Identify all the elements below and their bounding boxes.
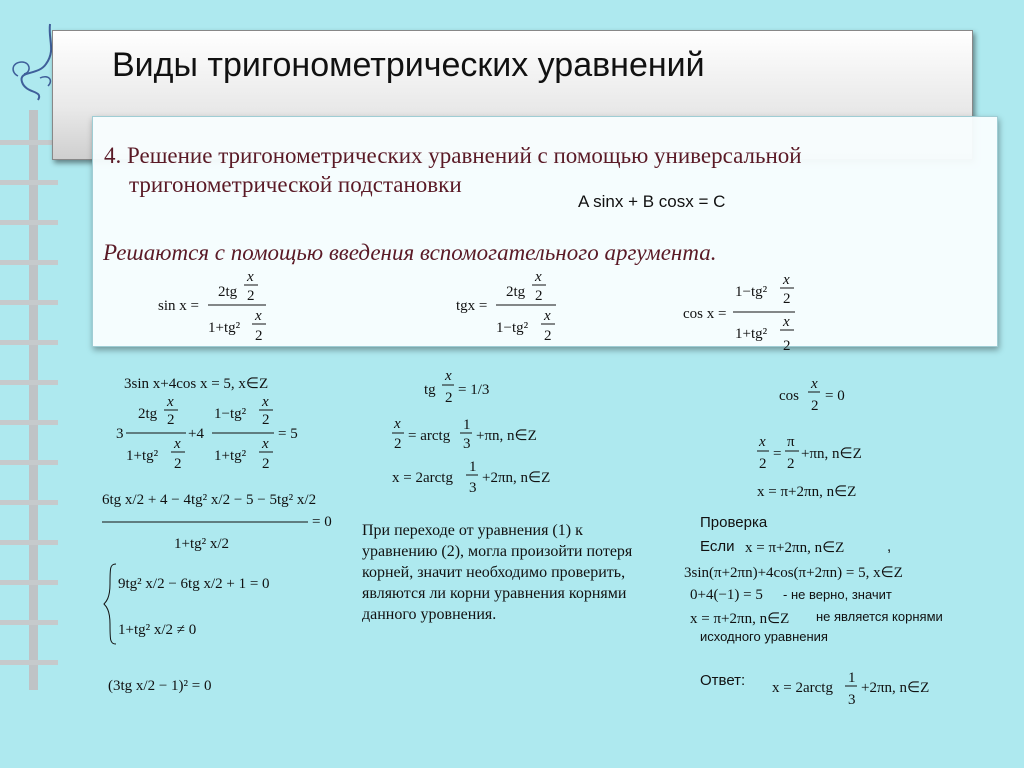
ladder-rung [0,660,58,665]
ladder-rung [0,580,58,585]
frac-1: 1 [469,459,477,475]
left-eq2-coef: 3 [116,426,124,442]
answer-label: Ответ: [700,672,746,689]
cos-formula [683,270,803,356]
left-eq3-num: 6tg x/2 + 4 − 4tg² x/2 − 5 − 5tg² x/2 [102,492,317,508]
frac-2: 2 [445,390,453,406]
left-eq2-plus4: +4 [188,426,204,442]
middle-eq1-lhs: tg [424,382,436,398]
middle-solution [390,368,580,503]
answer-tail: +2πn, n∈Z [861,680,930,696]
frac-3: 3 [469,480,477,496]
check-label: Проверка [700,514,768,531]
right-eq2-tail: +πn, n∈Z [801,446,862,462]
frac-pi: π [787,434,795,450]
left-system-eq2: 1+tg² x/2 ≠ 0 [118,622,197,638]
frac-x: x [167,394,174,410]
ladder-rung [0,420,58,425]
left-eq3-den: 1+tg² x/2 [174,536,230,552]
right-eq2-eq: = [773,446,782,462]
ladder-rung [0,140,58,145]
middle-eq2-arctg: = arctg [408,428,451,444]
frac-2: 2 [255,328,263,344]
check-substitution: 3sin(π+2πn)+4cos(π+2πn) = 5, x∈Z [684,565,903,581]
general-equation: A sinx + B cosx = C [578,192,726,211]
frac-2: 2 [811,398,819,414]
cos-formula-den: 1+tg² [735,326,768,342]
middle-eq2-tail: +πn, n∈Z [476,428,537,444]
frac-3: 3 [463,436,471,452]
right-eq1-rhs: = 0 [825,388,845,404]
tg-formula-lhs: tgx = [456,298,488,314]
sin-formula-num: 2tg [218,284,238,300]
frac-x: x [262,436,269,452]
frac-2: 2 [783,338,791,354]
frac-2: 2 [544,328,552,344]
frac-x: x [783,272,790,288]
ladder-rail [29,110,38,690]
frac-2: 2 [174,456,182,472]
frac-x: x [174,436,181,452]
left-eq1: 3sin x+4cos x = 5, x∈Z [124,376,269,392]
frac-2: 2 [759,456,767,472]
check-comma: , [887,538,892,555]
left-eq2-num1: 2tg [138,406,158,422]
section-heading-line2: тригонометрической подстановки [129,172,462,197]
middle-eq3-tail: +2πn, n∈Z [482,470,551,486]
ladder-rung [0,380,58,385]
frac-3: 3 [848,692,856,708]
tg-formula-num: 2tg [506,284,526,300]
ladder-rung [0,300,58,305]
frac-1: 1 [463,417,471,433]
frac-x: x [394,416,401,432]
frac-2: 2 [783,291,791,307]
frac-1: 1 [848,670,856,686]
frac-x: x [262,394,269,410]
frac-2: 2 [262,456,270,472]
ladder-rung [0,500,58,505]
left-final-eq: (3tg x/2 − 1)² = 0 [108,678,212,694]
frac-2: 2 [167,412,175,428]
check-not-root: не является корнями [816,609,943,624]
ladder-rung [0,180,58,185]
check-if-formula: x = π+2πn, n∈Z [745,540,845,556]
left-solution [102,372,342,712]
middle-eq1-rhs: = 1/3 [458,382,490,398]
frac-x: x [783,314,790,330]
frac-2: 2 [247,288,255,304]
frac-2: 2 [262,412,270,428]
left-eq2-rhs: = 5 [278,426,298,442]
check-if-label: Если [700,538,735,555]
method-text: Решаются с помощью введения вспомогательного аргумента. [103,240,717,265]
frac-x: x [535,269,542,285]
frac-x: x [759,434,766,450]
ladder-rung [0,620,58,625]
check-original: исходного уравнения [700,629,828,644]
ladder-rung [0,220,58,225]
tg-formula [456,270,566,346]
middle-eq3-lhs: x = 2arctg [392,470,453,486]
frac-2: 2 [535,288,543,304]
tg-formula-den: 1−tg² [496,320,529,336]
frac-x: x [544,308,551,324]
sin-formula-den: 1+tg² [208,320,241,336]
cos-formula-num: 1−tg² [735,284,768,300]
left-eq2-den1: 1+tg² [126,448,159,464]
sin-formula-lhs: sin x = [158,298,199,314]
frac-2: 2 [394,436,402,452]
left-system-eq1: 9tg² x/2 − 6tg x/2 + 1 = 0 [118,576,270,592]
swirl-ornament-icon [8,20,58,110]
sin-formula [158,270,278,346]
frac-x: x [255,308,262,324]
check-wrong: - не верно, значит [783,587,892,602]
right-eq3: x = π+2πn, n∈Z [757,484,857,500]
left-eq2-den2: 1+tg² [214,448,247,464]
section-heading-line1: 4. Решение тригонометрических уравнений с помощью универсальной [104,143,802,168]
ladder-rung [0,540,58,545]
cos-formula-lhs: cos x = [683,306,727,322]
left-eq3-rhs: = 0 [312,514,332,530]
frac-2: 2 [787,456,795,472]
left-eq2-num2: 1−tg² [214,406,247,422]
answer-lhs: x = 2arctg [772,680,833,696]
section-heading [104,141,802,199]
check-x-formula: x = π+2πn, n∈Z [690,611,790,627]
frac-x: x [811,376,818,392]
right-eq1-lhs: cos [779,388,799,404]
ladder-rung [0,460,58,465]
ladder-decoration [0,0,60,768]
frac-x: x [445,368,452,384]
ladder-rung [0,340,58,345]
answer-formula [772,670,952,714]
frac-x: x [247,269,254,285]
note-text: При переходе от уравнения (1) к уравнению (2), могла произойти потеря корней, значит необходимо проверить, являются ли корни уравнения корнями данного уровнения. [362,522,633,623]
right-solution [755,378,895,502]
slide-title: Виды тригонометрических уравнений [112,46,705,84]
ladder-rung [0,260,58,265]
check-result: 0+4(−1) = 5 [690,587,763,603]
